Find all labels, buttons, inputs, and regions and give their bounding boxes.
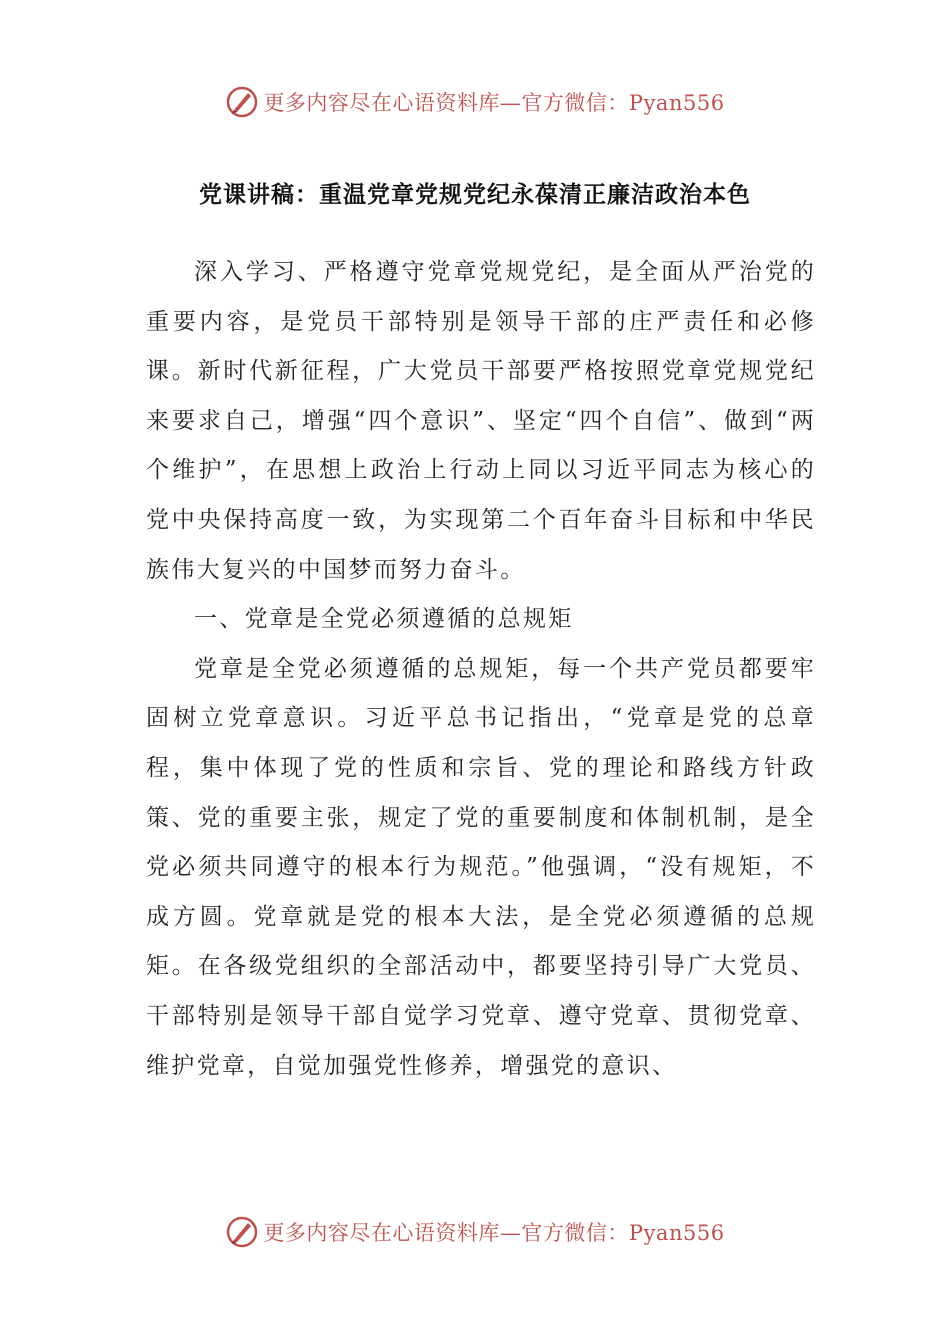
watermark-text: 更多内容尽在心语资料库—官方微信：Pyan556 [263, 91, 725, 115]
intro-paragraph: 深入学习、严格遵守党章党规党纪，是全面从严治党的重要内容，是党员干部特别是领导干部的庄严责任和必修课。新时代新征程，广大党员干部要严格按照党章党规党纪来要求自己，增强“四个意识”、坚定“四个自信”、做到“两个维护”，在思想上政治上行动上同以习近平同志为核心的党中央保持高度一致，为实现第二个百年奋斗目标和中华民族伟大复兴的中国梦而努力奋斗。 [146, 259, 816, 583]
footer-watermark [0, 1212, 950, 1252]
document-body [146, 248, 816, 1091]
pen-circle-logo-icon [225, 85, 259, 119]
section-heading: 一、党章是全党必须遵循的总规矩 [194, 606, 574, 633]
pen-circle-logo-icon [225, 1215, 259, 1249]
header-watermark [0, 82, 950, 122]
document-title: 党课讲稿：重温党章党规党纪永葆清正廉洁政治本色 [199, 182, 751, 208]
watermark-text: 更多内容尽在心语资料库—官方微信：Pyan556 [263, 1221, 725, 1245]
section-paragraph: 党章是全党必须遵循的总规矩，每一个共产党员都要牢固树立党章意识。习近平总书记指出，“党章是党的总章程，集中体现了党的性质和宗旨、党的理论和路线方针政策、党的重要主张，规定了党的重要制度和体制机制，是全党必须共同遵守的根本行为规范。”他强调，“没有规矩，不成方圆。党章就是党的根本大法，是全党必须遵循的总规矩。在各级党组织的全部活动中，都要坚持引导广大党员、干部特别是领导干部自觉学习党章、遵守党章、贯彻党章、维护党章，自觉加强党性修养，增强党的意识、 [146, 655, 816, 1079]
